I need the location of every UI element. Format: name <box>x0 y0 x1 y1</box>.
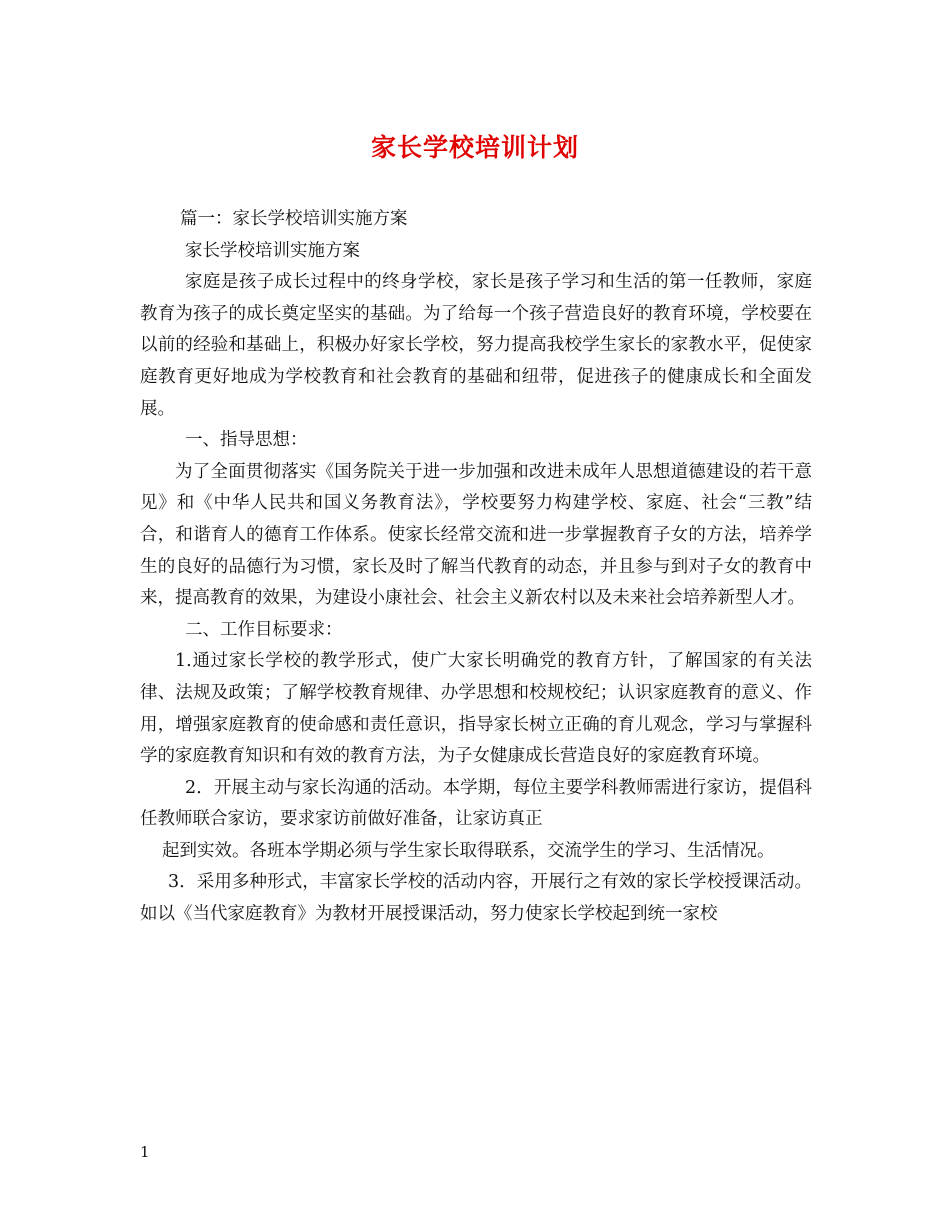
heading-work-goals: 二、工作目标要求： <box>185 619 343 640</box>
paragraph-goal-2-continued: 起到实效。各班本学期必须与学生家长取得联系，交流学生的学习、生活情况。 <box>162 840 775 861</box>
document-body <box>140 204 812 931</box>
paragraph-goal-1: 1.通过家长学校的教学形式，使广大家长明确党的教育方针，了解国家的有关法律、法规及政策；了解学校教育规律、办学思想和校规校纪；认识家庭教育的意义、作用，增强家庭教育的使命感和责任意识，指导家长树立正确的育儿观念，学习与掌握科学的家庭教育知识和有效的教育方法，为子女健康成长营造良好的家庭教育环境。 <box>140 651 812 767</box>
paragraph-goal-2: 2．开展主动与家长沟通的活动。本学期，每位主要学科教师需进行家访，提倡科任教师联合家访，要求家访前做好准备，让家访真正 <box>140 777 812 830</box>
document-title: 家长学校培训计划 <box>370 133 579 162</box>
section-heading-part1: 篇一：家长学校培训实施方案 <box>180 209 408 229</box>
paragraph-guiding-ideology: 为了全面贯彻落实《国务院关于进一步加强和改进未成年人思想道德建设的若干意见》和《中华人民共和国义务教育法》，学校要努力构建学校、家庭、社会“三教”结合，和谐育人的德育工作体系。使家长经常交流和进一步掌握教育子女的方法，培养学生的良好的品德行为习惯，家长及时了解当代教育的动态，并且参与到对子女的教育中来，提高教育的效果，为建设小康社会、社会主义新农村以及未来社会培养新型人才。 <box>140 461 812 609</box>
subtitle: 家长学校培训实施方案 <box>185 240 360 261</box>
page-number: 1 <box>140 1143 150 1161</box>
paragraph-goal-3: 3．采用多种形式，丰富家长学校的活动内容，开展行之有效的家长学校授课活动。如以《当代家庭教育》为教材开展授课活动，努力使家长学校起到统一家校 <box>140 872 812 925</box>
paragraph-intro: 家庭是孩子成长过程中的终身学校，家长是孩子学习和生活的第一任教师，家庭教育为孩子的成长奠定坚实的基础。为了给每一个孩子营造良好的教育环境，学校要在以前的经验和基础上，积极办好家长学校，努力提高我校学生家长的家教水平，促使家庭教育更好地成为学校教育和社会教育的基础和纽带，促进孩子的健康成长和全面发展。 <box>140 272 812 419</box>
heading-guiding-ideology: 一、指导思想： <box>185 430 308 451</box>
